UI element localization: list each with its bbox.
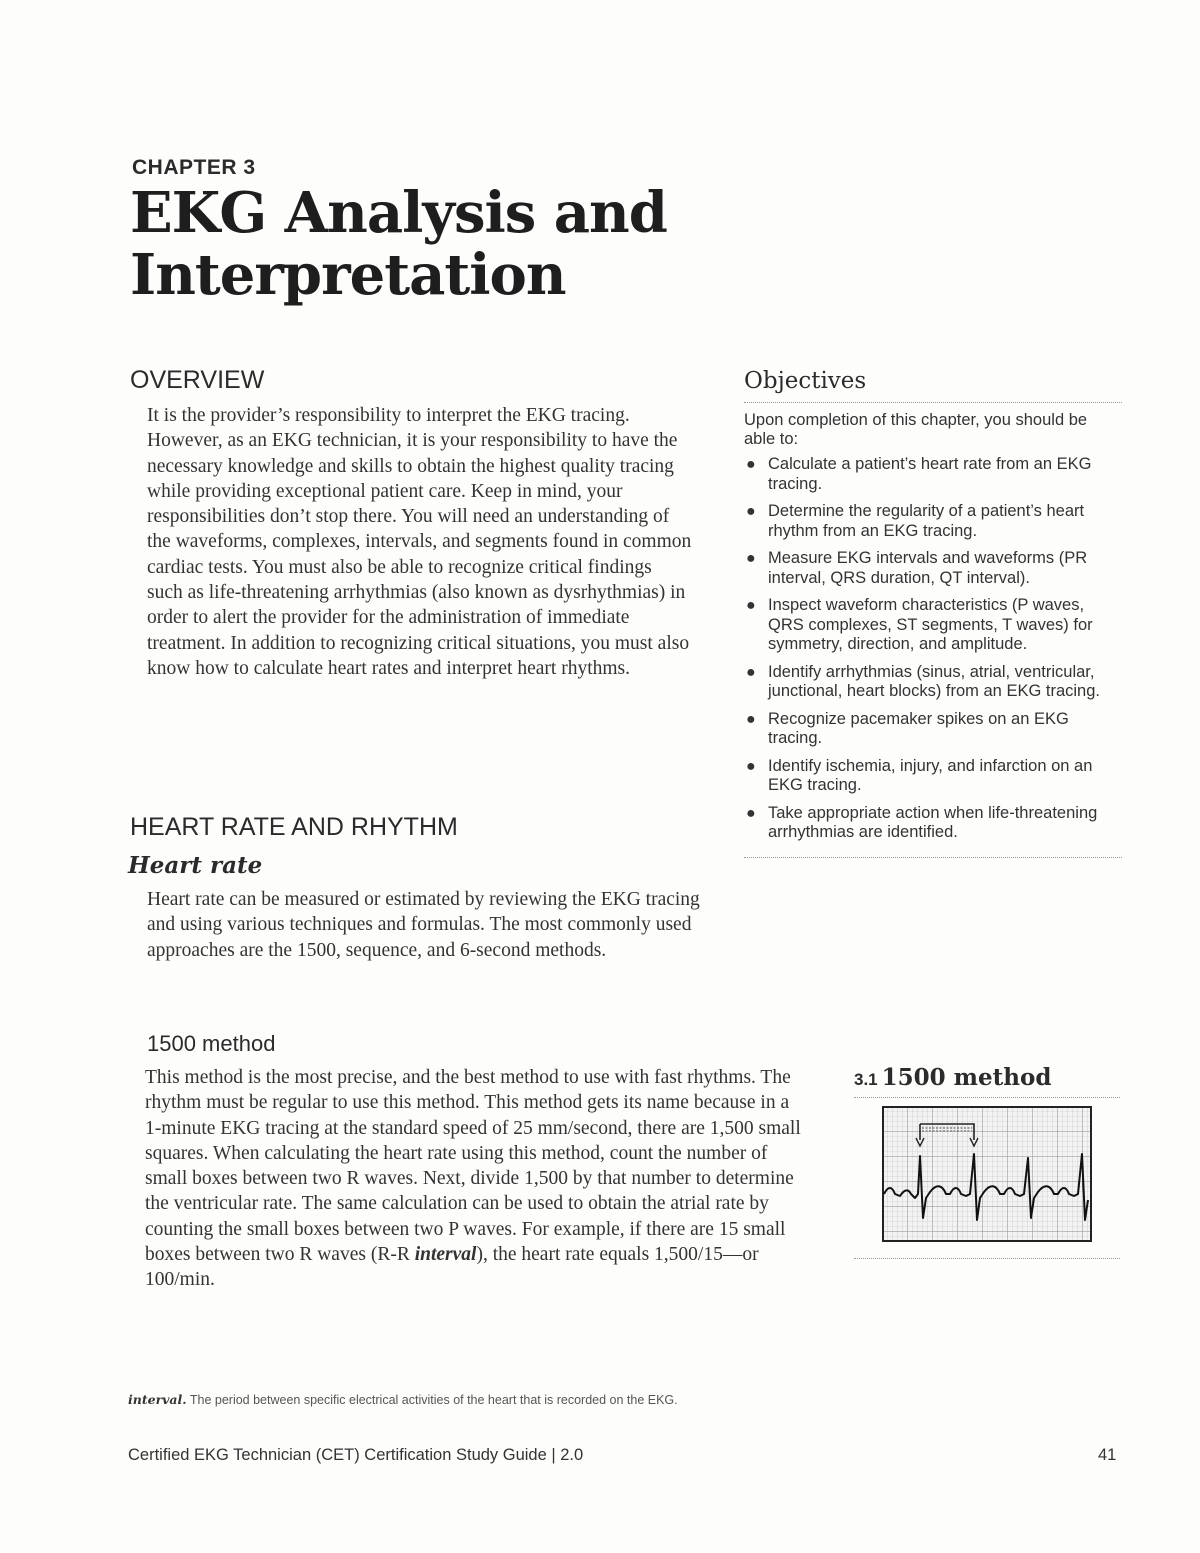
footnote-term: interval.: [128, 1392, 187, 1407]
overview-heading: OVERVIEW: [130, 366, 265, 394]
page-number: 41: [1098, 1446, 1117, 1464]
footnote: [128, 1392, 678, 1407]
method-1500-text-after: ), the heart rate equals 1,500/15—or 100/min.: [145, 1244, 759, 1291]
objective-item: ● Inspect waveform characteristics (P waves, QRS complexes, ST segments, T waves) for symmetry, direction, and amplitude.: [746, 596, 1093, 653]
objectives-top-rule: [744, 402, 1122, 403]
objective-item: ● Identify arrhythmias (sinus, atrial, ventricular, junctional, heart blocks) from an EKG tracing.: [746, 662, 1100, 700]
interval-term: interval: [414, 1244, 477, 1266]
heart-rate-rhythm-heading: HEART RATE AND RHYTHM: [130, 813, 458, 841]
bullet-icon: ●: [746, 663, 756, 681]
figure-number: 3.1: [854, 1070, 878, 1089]
ekg-grid: [883, 1107, 1091, 1241]
ekg-strip-wrap: [854, 1106, 1120, 1244]
figure-top-rule: [854, 1097, 1120, 1098]
footnote-definition: The period between specific electrical activities of the heart that is recorded on the EKG.: [186, 1393, 678, 1407]
objective-item: ● Calculate a patient’s heart rate from an EKG tracing.: [746, 455, 1092, 493]
bullet-icon: ●: [746, 710, 756, 728]
objective-item: ● Measure EKG intervals and waveforms (PR interval, QRS duration, QT interval).: [746, 549, 1088, 587]
objectives-intro: Upon completion of this chapter, you should be able to:: [744, 411, 1088, 448]
objective-item: ● Determine the regularity of a patient’s heart rhythm from an EKG tracing.: [746, 502, 1085, 540]
bullet-icon: ●: [746, 597, 756, 614]
overview-text: It is the provider’s responsibility to interpret the EKG tracing. However, as an EKG technician, it is your responsibility to have the necessary knowledge and skills to obtain the highest quality tracing while providing exceptional patient care. Keep in mind, your responsibilities don’t stop there. You will need an understanding of the waveforms, complexes, intervals, and segments found in common cardiac tests. You must also be able to recognize critical findings such as life-threatening arrhythmias (also known as dysrhythmias) in order to alert the provider for the administration of immediate treatment. In addition to recognizing critical situations, you must also know how to calculate heart rates and interpret heart rhythms.: [147, 405, 692, 679]
objective-item: ● Recognize pacemaker spikes on an EKG tracing.: [746, 709, 1069, 747]
method-1500-heading: 1500 method: [147, 1031, 276, 1056]
footer-title: Certified EKG Technician (CET) Certification Study Guide | 2.0: [128, 1446, 584, 1464]
figure-caption: [854, 1064, 1120, 1091]
objectives-list: [744, 455, 1122, 843]
method-1500-text-before: This method is the most precise, and the best method to use with fast rhythms. The rhythm must be regular to use this method. This method gets its name because in a 1-minute EKG tracing at the standard speed of 25 mm/second, there are 1,500 small squares. When calculating the heart rate using this method, count the number of small boxes between two R waves. Next, divide 1,500 by that number to determine the ventricular rate. The same calculation can be used to obtain the atrial rate by counting the small boxes between two P waves. For example, if there are 15 small boxes between two R waves (R-R: [145, 1067, 801, 1266]
bullet-icon: ●: [746, 804, 756, 822]
objectives-bottom-rule: [744, 857, 1122, 858]
objective-item: ● Take appropriate action when life-threatening arrhythmias are identified.: [746, 803, 1098, 841]
heart-rate-subheading: Heart rate: [128, 852, 263, 879]
bullet-icon: ●: [746, 456, 756, 473]
heart-rate-text: Heart rate can be measured or estimated by reviewing the EKG tracing and using various techniques and formulas. The most commonly used approaches are the 1500, sequence, and 6-second methods.: [147, 889, 700, 961]
ekg-strip-icon: [882, 1106, 1094, 1244]
bullet-icon: ●: [746, 550, 756, 567]
objective-item: ● Identify ischemia, injury, and infarction on an EKG tracing.: [746, 756, 1093, 794]
objectives-heading: Objectives: [744, 368, 867, 394]
method-1500-text: [145, 1065, 810, 1293]
chapter-label: CHAPTER 3: [132, 156, 256, 179]
figure-caption-text: 1500 method: [881, 1064, 1052, 1091]
bullet-icon: ●: [746, 757, 756, 775]
objectives-box: [744, 368, 1122, 858]
bullet-icon: ●: [746, 503, 756, 520]
figure-1500-method: [854, 1064, 1120, 1259]
chapter-title: EKG Analysis and Interpretation: [130, 180, 667, 308]
figure-bottom-rule: [854, 1258, 1120, 1259]
